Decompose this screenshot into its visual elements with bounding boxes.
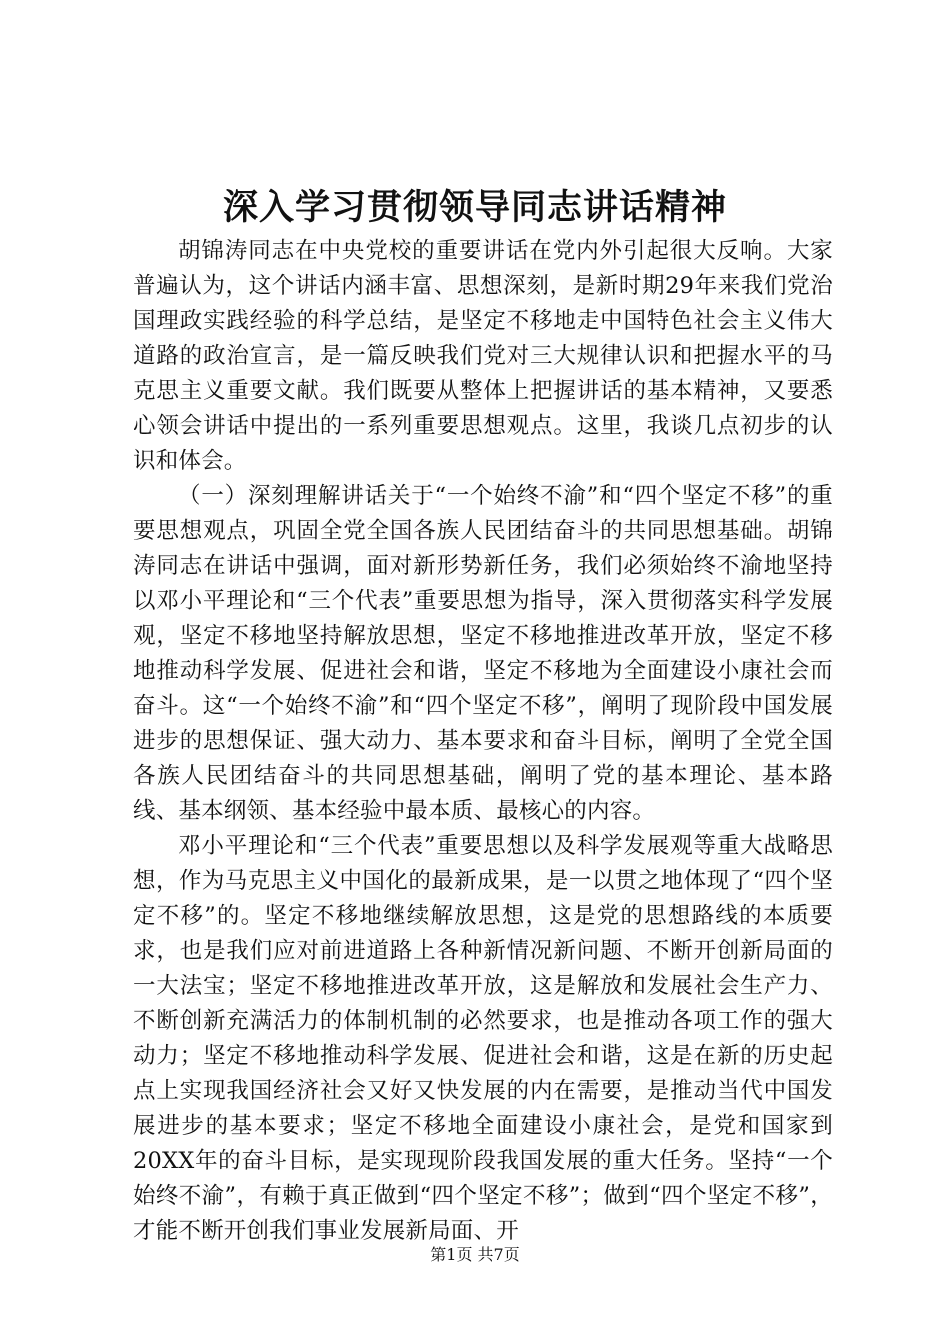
page-footer: 第1页 共7页 (430, 1245, 520, 1264)
paragraph-section-one: （一）深刻理解讲话关于“一个始终不渝”和“四个坚定不移”的重要思想观点，巩固全党全国各族人民团结奋斗的共同思想基础。胡锦涛同志在讲话中强调，面对新形势新任务，我们必须始终不渝地坚持以邓小平理论和“三个代表”重要思想为指导，深入贯彻落实科学发展观，坚定不移地坚持解放思想，坚定不移地推进改革开放，坚定不移地推动科学发展、促进社会和谐，坚定不移地为全面建设小康社会而奋斗。这“一个始终不渝”和“四个坚定不移”，阐明了现阶段中国发展进步的思想保证、强大动力、基本要求和奋斗目标，阐明了全党全国各族人民团结奋斗的共同思想基础，阐明了党的基本理论、基本路线、基本纲领、基本经验中最本质、最核心的内容。 (133, 483, 833, 824)
paragraph-intro: 胡锦涛同志在中央党校的重要讲话在党内外引起很大反响。大家普遍认为，这个讲话内涵丰富、思想深刻，是新时期29年来我们党治国理政实践经验的科学总结，是坚定不移地走中国特色社会主义伟大道路的政治宣言，是一篇反映我们党对三大规律认识和把握水平的马克思主义重要文献。我们既要从整体上把握讲话的基本精神，又要悉心领会讲话中提出的一系列重要思想观点。这里，我谈几点初步的认识和体会。 (133, 238, 833, 474)
document-body (133, 234, 833, 1249)
document-title: 深入学习贯彻领导同志讲话精神 (222, 187, 727, 228)
paragraph-theory: 邓小平理论和“三个代表”重要思想以及科学发展观等重大战略思想，作为马克思主义中国化的最新成果，是一以贯之地体现了“四个坚定不移”的。坚定不移地继续解放思想，这是党的思想路线的本质要求，也是我们应对前进道路上各种新情况新问题、不断开创新局面的一大法宝；坚定不移地推进改革开放，这是解放和发展社会生产力、不断创新充满活力的体制机制的必然要求，也是推动各项工作的强大动力；坚定不移地推动科学发展、促进社会和谐，这是在新的历史起点上实现我国经济社会又好又快发展的内在需要，是推动当代中国发展进步的基本要求；坚定不移地全面建设小康社会，是党和国家到20XX年的奋斗目标，是实现现阶段我国发展的重大任务。坚持“一个始终不渝”，有赖于真正做到“四个坚定不移”；做到“四个坚定不移”，才能不断开创我们事业发展新局面、开 (133, 833, 833, 1244)
